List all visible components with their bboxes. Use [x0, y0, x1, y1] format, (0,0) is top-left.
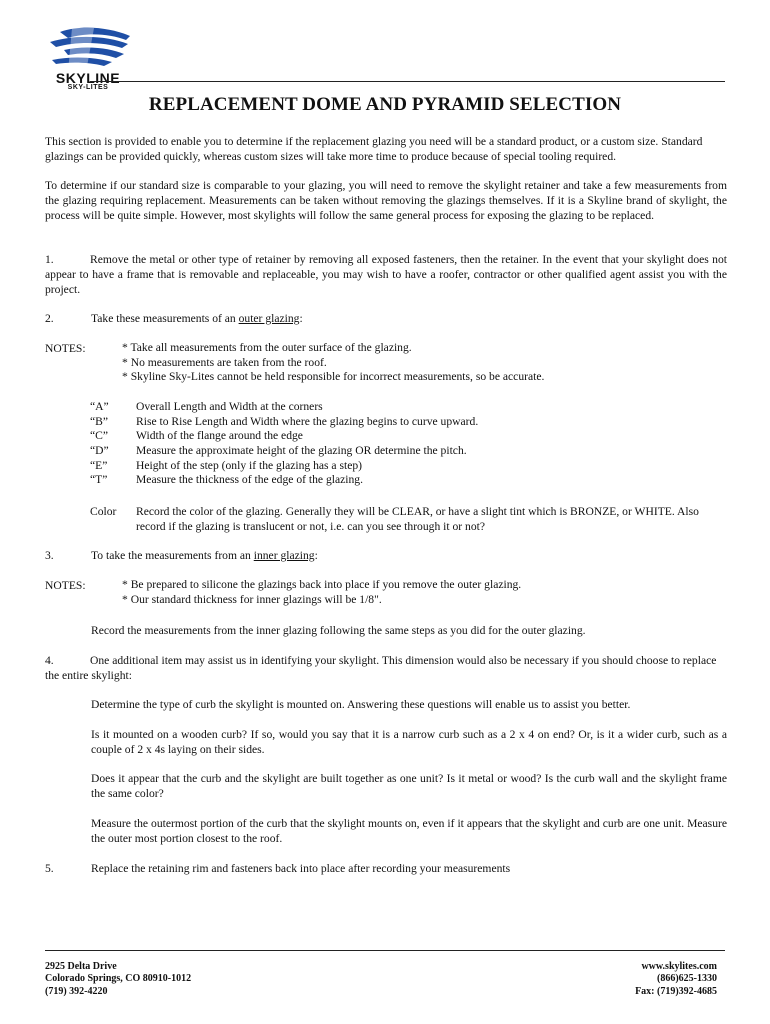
code-key: “D”	[90, 444, 109, 458]
step-5-text: Replace the retaining rim and fasteners back into place after recording your measurements	[91, 862, 511, 875]
step-4-number: 4.	[45, 654, 54, 667]
step-1-number: 1.	[45, 253, 54, 266]
step-3-number: 3.	[45, 549, 54, 562]
step-1-text	[45, 252, 727, 297]
skyline-swoosh-icon	[42, 26, 134, 74]
note-item: * Take all measurements from the outer surface of the glazing.	[122, 341, 412, 354]
step-1-body: Remove the metal or other type of retainer by removing all exposed fasteners, then the retainer. In the event that your skylight does not appear to have a frame that is removable and replaceable, you may wish to have a roofer, contractor or other qualified agent assist you with the project.	[45, 253, 727, 296]
code-key: “E”	[90, 458, 108, 472]
step-3-notes-label: NOTES:	[45, 579, 86, 592]
code-key: “B”	[90, 414, 109, 428]
intro-paragraph-2: To determine if our standard size is comparable to your glazing, you will need to remove the skylight retainer and take a few measurements from the glazing requiring replacement. Measurements can be taken without removing the glazings themselves. If it is a Skyline brand of skylight, the process will be quite simple. However, most skylights will follow the same general process for exposing the glazing to be replaced.	[45, 179, 727, 222]
color-label: Color	[90, 505, 117, 518]
footer-street: 2925 Delta Drive	[45, 961, 117, 972]
code-key: “T”	[90, 473, 108, 487]
note-item: * Be prepared to silicone the glazings back into place if you remove the outer glazing.	[122, 578, 522, 591]
step-2-outer-glazing: outer glazing	[238, 312, 300, 325]
step-2-notes-label: NOTES:	[45, 342, 86, 355]
step-4-text	[45, 653, 727, 683]
footer-contact	[635, 961, 717, 998]
step-4-paragraph-2: Is it mounted on a wooden curb? If so, would you say that it is a narrow curb such as a 2 x 4 on end? Or, is it a wider curb, such as a couple of 2 x 4s laying on their sides.	[91, 728, 727, 756]
code-key: “A”	[90, 400, 109, 413]
code-description: Measure the approximate height of the glazing OR determine the pitch.	[136, 444, 467, 458]
step-3-heading	[91, 548, 727, 563]
step-3-heading-pre: To take the measurements from an	[91, 549, 254, 562]
note-item: * Skyline Sky-Lites cannot be held responsible for incorrect measurements, so be accurate.	[122, 370, 545, 384]
step-3-inner-glazing: inner glazing	[253, 549, 315, 562]
step-3-heading-post: :	[314, 549, 318, 562]
header-rule	[90, 81, 725, 82]
logo-wordmark: SKYLINE	[55, 70, 121, 86]
footer-city: Colorado Springs, CO 80910-1012	[45, 973, 192, 985]
footer-address	[45, 961, 191, 998]
code-description: Height of the step (only if the glazing has a step)	[136, 458, 363, 472]
step-4-paragraph-1: Determine the type of curb the skylight is mounted on. Answering these questions will enable us to assist you better.	[91, 698, 631, 711]
step-2-notes-list	[122, 341, 544, 385]
step-4-paragraph-3: Does it appear that the curb and the skylight are built together as one unit? Is it metal or wood? Is the curb wall and the skylight frame the same color?	[91, 772, 727, 800]
step-2-number: 2.	[45, 312, 54, 325]
step-5-number: 5.	[45, 862, 54, 875]
logo-subtitle: SKY-LITES	[67, 84, 109, 91]
step-4-paragraph-4: Measure the outermost portion of the curb that the skylight mounts on, even if it appears that the skylight and curb are one unit. Measure the outer most portion closest to the roof.	[91, 817, 727, 845]
code-key: “C”	[90, 429, 109, 443]
step-2-heading-pre: Take these measurements of an	[91, 312, 239, 325]
note-item: * Our standard thickness for inner glazings will be 1/8".	[122, 592, 382, 606]
step-2-heading	[91, 311, 727, 326]
step-3-notes-list	[122, 578, 521, 607]
step-3-record-text: Record the measurements from the inner glazing following the same steps as you did for the outer glazing.	[91, 624, 586, 637]
color-instructions: Record the color of the glazing. Generally they will be CLEAR, or have a slight tint which is BRONZE, or WHITE. Also record if the glazing is translucent or not, i.e. can you see through it or not?	[136, 505, 699, 533]
code-description: Rise to Rise Length and Width where the glazing begins to curve upward.	[136, 414, 479, 428]
code-description: Width of the flange around the edge	[136, 429, 303, 443]
step-4-body: One additional item may assist us in identifying your skylight. This dimension would also be necessary if you should choose to replace the entire skylight:	[45, 654, 717, 682]
code-description: Overall Length and Width at the corners	[136, 400, 323, 413]
footer-rule	[45, 950, 725, 951]
note-item: * No measurements are taken from the roof.	[122, 355, 327, 369]
footer-phone: (719) 392-4220	[45, 985, 108, 997]
footer-fax: Fax: (719)392-4685	[635, 985, 717, 997]
code-description: Measure the thickness of the edge of the glazing.	[136, 473, 363, 487]
intro-paragraph-1: This section is provided to enable you to determine if the replacement glazing you need will be a standard product, or a custom size. Standard glazings can be provided quickly, whereas custom sizes will take more time to produce because of special tooling required.	[45, 135, 703, 163]
step-2-heading-post: :	[299, 312, 303, 325]
footer-website: www.skylites.com	[641, 961, 717, 972]
page-title: REPLACEMENT DOME AND PYRAMID SELECTION	[148, 94, 622, 115]
footer-tollfree: (866)625-1330	[657, 973, 717, 985]
